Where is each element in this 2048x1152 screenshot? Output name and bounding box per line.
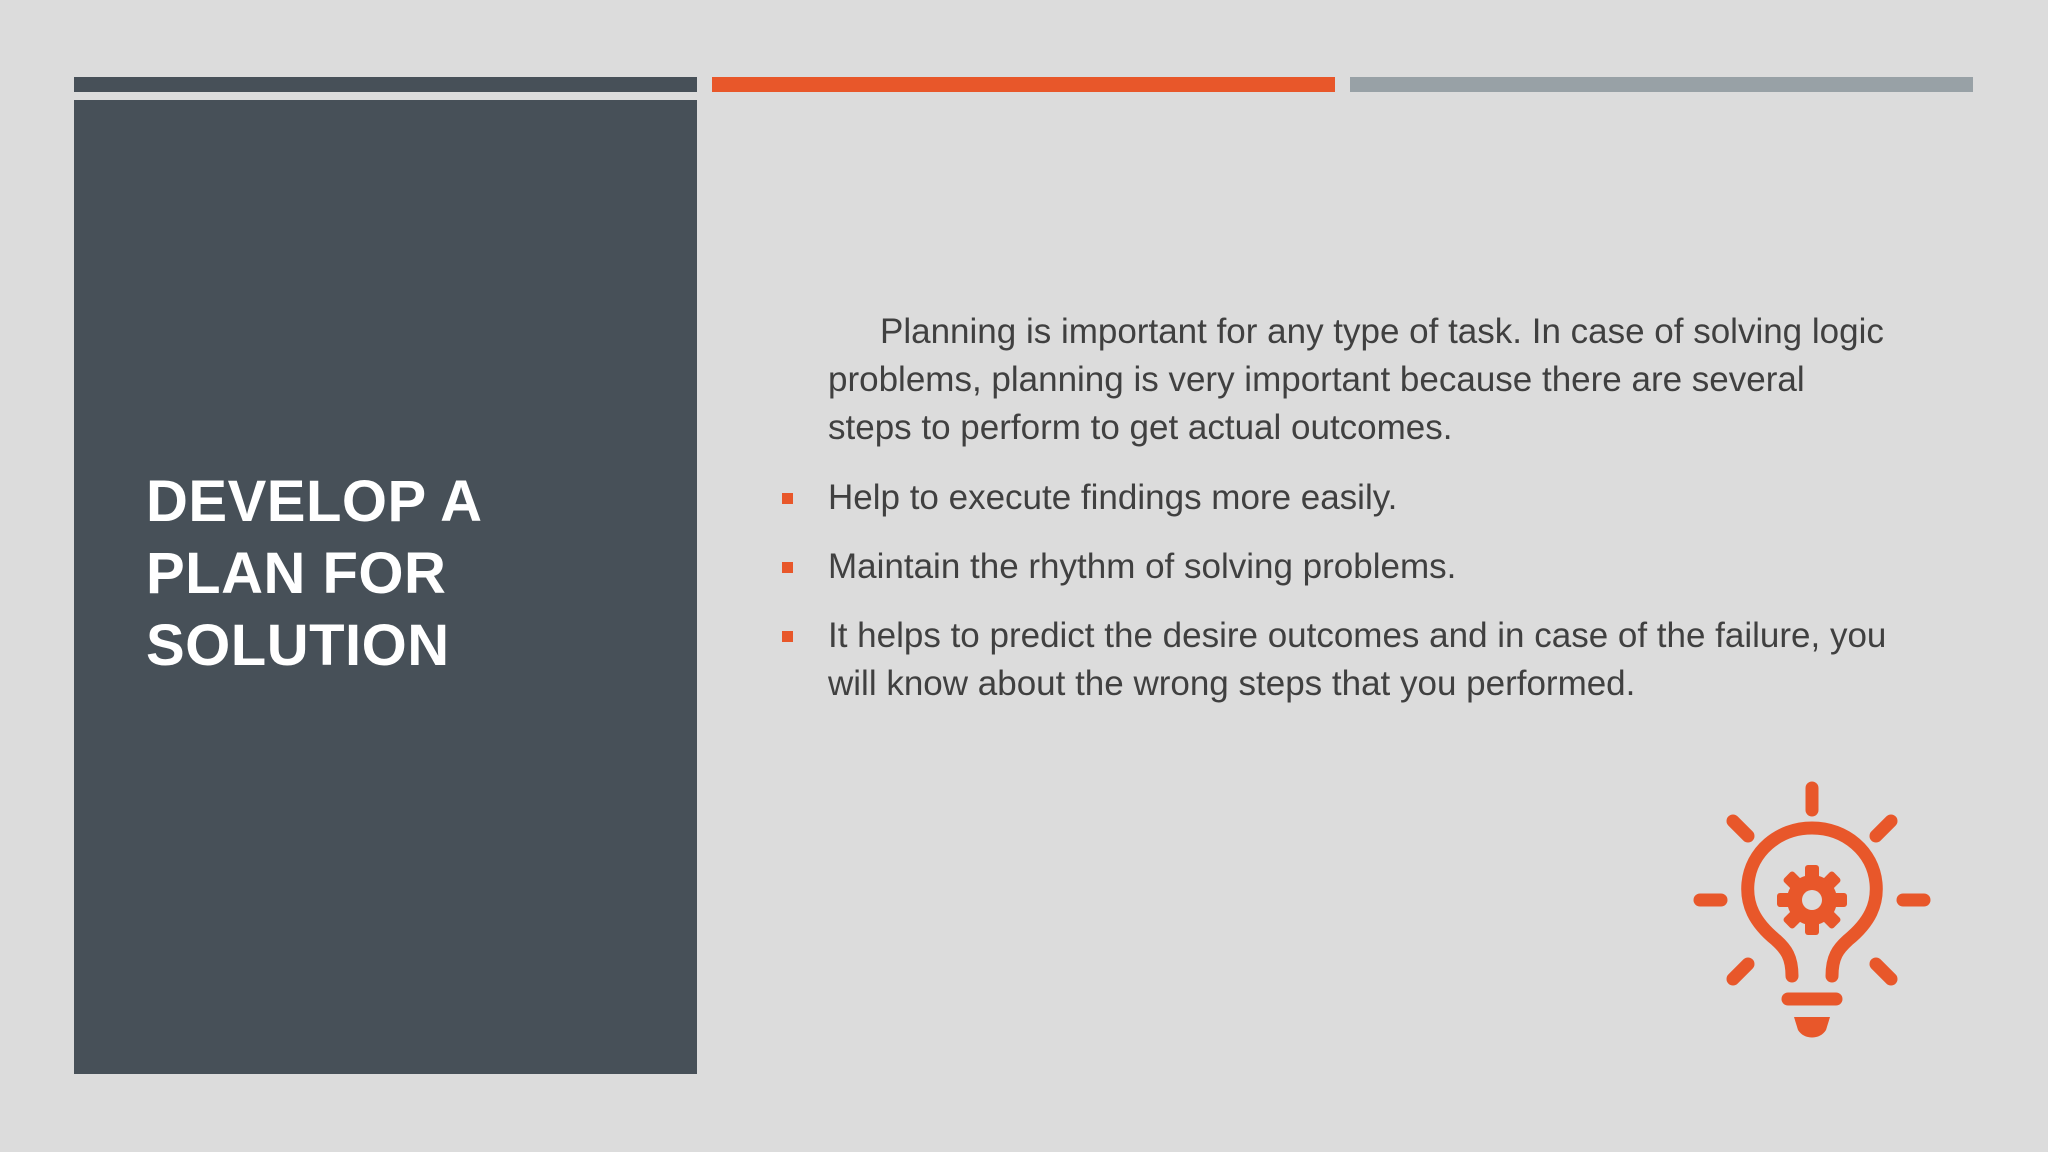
content-area bbox=[770, 308, 1890, 729]
bullet-text: Help to execute findings more easily. bbox=[828, 478, 1398, 517]
bullet-text: Maintain the rhythm of solving problems. bbox=[828, 547, 1457, 586]
top-bar-dark bbox=[74, 77, 697, 92]
bullet-item bbox=[770, 543, 1890, 591]
intro-paragraph: Planning is important for any type of task. In case of solving logic problems, planning is very important because there are several steps to perform to get actual outcomes. bbox=[828, 312, 1884, 447]
square-bullet-icon bbox=[782, 493, 793, 504]
square-bullet-icon bbox=[782, 631, 793, 642]
title-line: SOLUTION bbox=[146, 613, 450, 678]
title-line: DEVELOP A bbox=[146, 469, 483, 534]
title-panel bbox=[74, 100, 697, 1074]
bullet-item bbox=[770, 474, 1890, 522]
title-line: PLAN FOR bbox=[146, 541, 447, 606]
slide-title bbox=[146, 466, 646, 682]
lightbulb-gear-icon bbox=[1690, 780, 1934, 1044]
bullet-item bbox=[770, 612, 1890, 708]
square-bullet-icon bbox=[782, 562, 793, 573]
top-bar-gray bbox=[1350, 77, 1973, 92]
top-bar-accent bbox=[712, 77, 1335, 92]
bullet-list bbox=[770, 474, 1890, 708]
bullet-text: It helps to predict the desire outcomes and in case of the failure, you will know about the wrong steps that you performed. bbox=[828, 616, 1887, 703]
